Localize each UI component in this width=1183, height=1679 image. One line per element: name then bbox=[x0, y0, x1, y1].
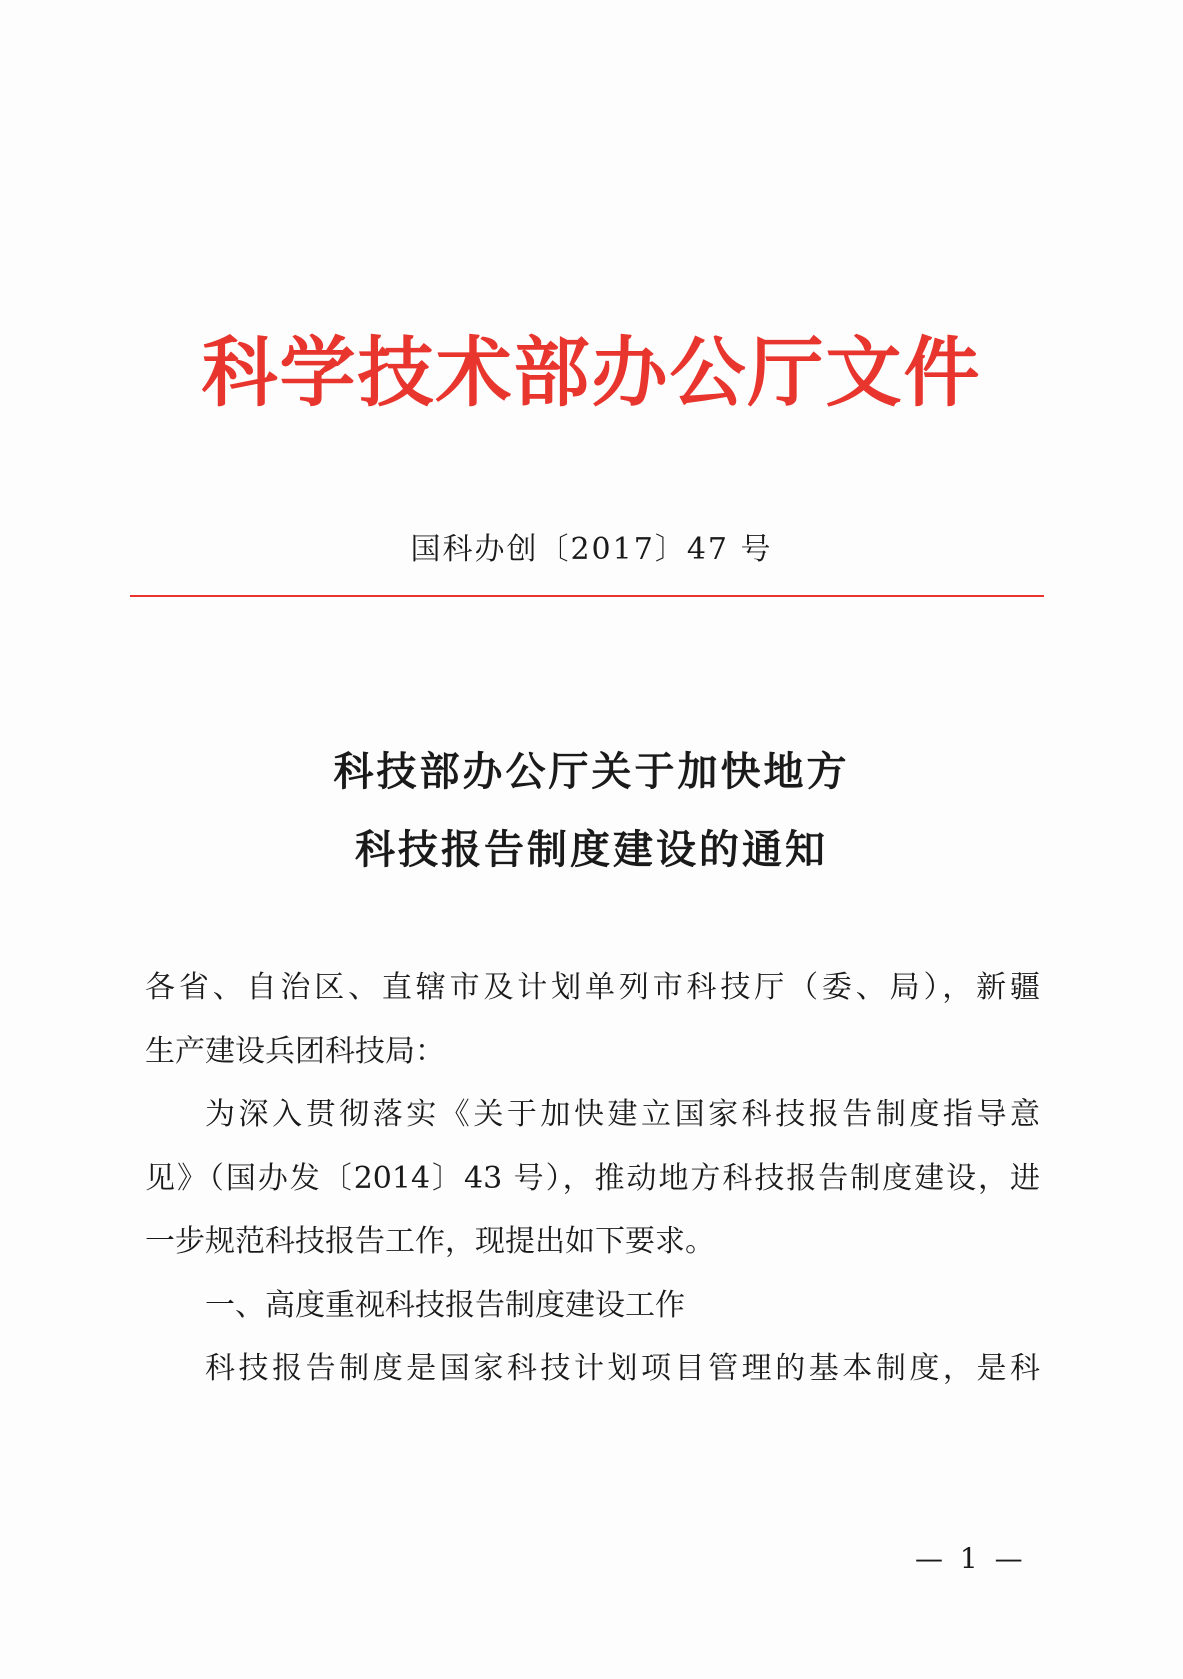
paragraph-1-line-2: 见》（国办发〔2014〕43 号），推动地方科技报告制度建设，进 bbox=[145, 1161, 1040, 1196]
section-1-heading: 一、高度重视科技报告制度建设工作 bbox=[205, 1288, 685, 1323]
notice-title-line-1: 科技部办公厅关于加快地方 bbox=[333, 749, 850, 795]
red-separator-rule bbox=[130, 595, 1044, 597]
notice-title-line-2: 科技报告制度建设的通知 bbox=[355, 827, 828, 873]
masthead-title: 科学技术部办公厅文件 bbox=[201, 328, 982, 417]
document-number: 国科办创〔2017〕47 号 bbox=[410, 532, 773, 567]
salutation-line-2: 生产建设兵团科技局： bbox=[145, 1034, 445, 1069]
salutation-line-1: 各省、自治区、直辖市及计划单列市科技厅（委、局），新疆 bbox=[145, 970, 1040, 1005]
paragraph-1-line-1: 为深入贯彻落实《关于加快建立国家科技报告制度指导意 bbox=[205, 1097, 1040, 1132]
paragraph-2-line-1: 科技报告制度是国家科技计划项目管理的基本制度，是科 bbox=[205, 1351, 1040, 1386]
page-number: — 1 — bbox=[915, 1542, 1027, 1575]
paragraph-1-line-3: 一步规范科技报告工作，现提出如下要求。 bbox=[145, 1224, 715, 1259]
